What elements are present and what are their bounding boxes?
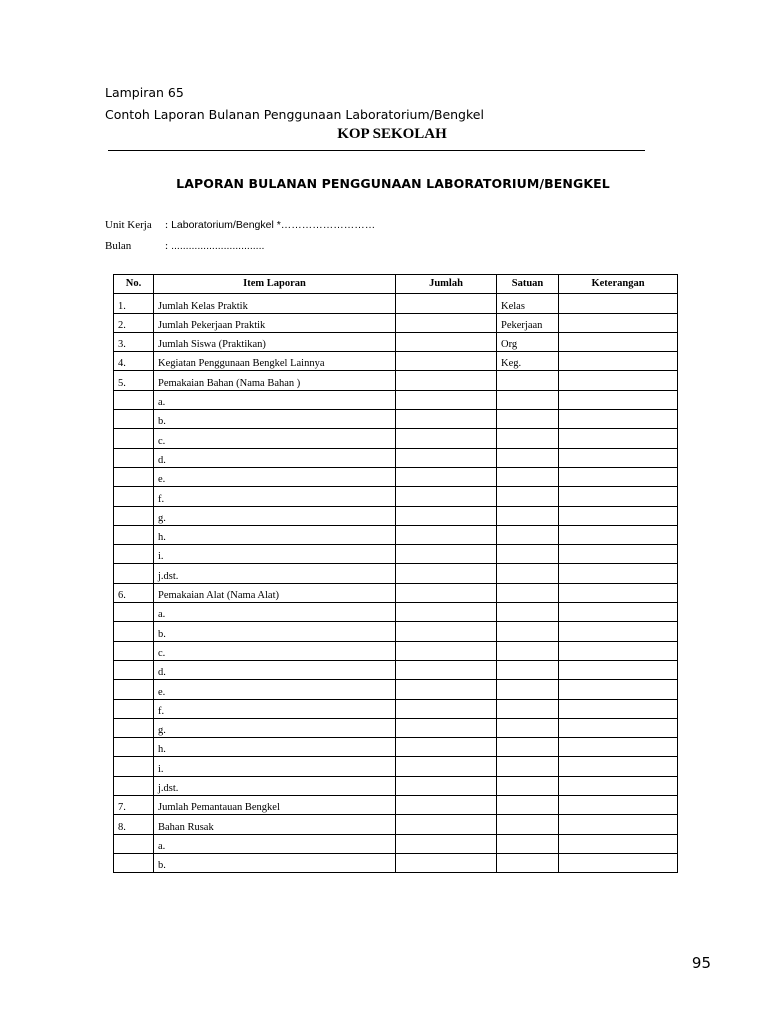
keterangan-cell bbox=[559, 390, 678, 409]
table-row bbox=[114, 410, 678, 429]
item-cell: h. bbox=[154, 525, 396, 544]
row-number-cell bbox=[114, 603, 154, 622]
row-number-cell bbox=[114, 448, 154, 467]
item-cell: d. bbox=[154, 448, 396, 467]
jumlah-cell bbox=[396, 641, 497, 660]
row-number-cell bbox=[114, 410, 154, 429]
row-number-cell bbox=[114, 429, 154, 448]
item-cell: e. bbox=[154, 680, 396, 699]
jumlah-cell bbox=[396, 660, 497, 679]
keterangan-cell bbox=[559, 487, 678, 506]
jumlah-cell bbox=[396, 352, 497, 371]
row-number-cell: 2. bbox=[114, 313, 154, 332]
jumlah-cell bbox=[396, 622, 497, 641]
jumlah-cell bbox=[396, 545, 497, 564]
jumlah-cell bbox=[396, 738, 497, 757]
satuan-cell bbox=[497, 834, 559, 853]
report-table bbox=[113, 274, 678, 873]
keterangan-cell bbox=[559, 564, 678, 583]
keterangan-cell bbox=[559, 583, 678, 602]
row-number-cell: 8. bbox=[114, 815, 154, 834]
satuan-cell bbox=[497, 660, 559, 679]
bulan-value: ................................ bbox=[171, 240, 265, 252]
jumlah-cell bbox=[396, 410, 497, 429]
table-row bbox=[114, 545, 678, 564]
keterangan-cell bbox=[559, 680, 678, 699]
jumlah-cell bbox=[396, 776, 497, 795]
row-number-cell: 4. bbox=[114, 352, 154, 371]
item-cell: i. bbox=[154, 545, 396, 564]
jumlah-cell bbox=[396, 796, 497, 815]
table-row bbox=[114, 294, 678, 313]
keterangan-cell bbox=[559, 371, 678, 390]
table-row bbox=[114, 757, 678, 776]
keterangan-cell bbox=[559, 757, 678, 776]
jumlah-cell bbox=[396, 564, 497, 583]
satuan-cell bbox=[497, 429, 559, 448]
bulan-separator: : bbox=[165, 240, 169, 252]
bulan-label: Bulan bbox=[105, 240, 132, 252]
satuan-cell bbox=[497, 448, 559, 467]
jumlah-cell bbox=[396, 487, 497, 506]
row-number-cell: 6. bbox=[114, 583, 154, 602]
column-header-keterangan: Keterangan bbox=[559, 275, 678, 294]
jumlah-cell bbox=[396, 294, 497, 313]
row-number-cell: 3. bbox=[114, 332, 154, 351]
satuan-cell bbox=[497, 467, 559, 486]
item-cell: f. bbox=[154, 487, 396, 506]
table-row bbox=[114, 525, 678, 544]
satuan-cell: Pekerjaan bbox=[497, 313, 559, 332]
keterangan-cell bbox=[559, 506, 678, 525]
column-header-no: No. bbox=[114, 275, 154, 294]
row-number-cell bbox=[114, 487, 154, 506]
item-cell: a. bbox=[154, 390, 396, 409]
table-row bbox=[114, 699, 678, 718]
keterangan-cell bbox=[559, 834, 678, 853]
item-cell: g. bbox=[154, 718, 396, 737]
row-number-cell: 5. bbox=[114, 371, 154, 390]
table-header-row bbox=[114, 275, 678, 294]
row-number-cell bbox=[114, 506, 154, 525]
report-title: LAPORAN BULANAN PENGGUNAAN LABORATORIUM/BENGKEL bbox=[176, 176, 610, 191]
row-number-cell bbox=[114, 738, 154, 757]
item-cell: Jumlah Pemantauan Bengkel bbox=[154, 796, 396, 815]
keterangan-cell bbox=[559, 641, 678, 660]
keterangan-cell bbox=[559, 603, 678, 622]
keterangan-cell bbox=[559, 776, 678, 795]
item-cell: Jumlah Siswa (Praktikan) bbox=[154, 332, 396, 351]
table-row bbox=[114, 796, 678, 815]
table-row bbox=[114, 332, 678, 351]
unit-kerja-value: Laboratorium/Bengkel *……………………… bbox=[171, 219, 376, 231]
jumlah-cell bbox=[396, 583, 497, 602]
satuan-cell bbox=[497, 583, 559, 602]
satuan-cell bbox=[497, 853, 559, 872]
satuan-cell bbox=[497, 718, 559, 737]
satuan-cell bbox=[497, 410, 559, 429]
column-header-satuan: Satuan bbox=[497, 275, 559, 294]
bulan-field bbox=[105, 240, 264, 252]
table-row bbox=[114, 660, 678, 679]
jumlah-cell bbox=[396, 467, 497, 486]
jumlah-cell bbox=[396, 699, 497, 718]
item-cell: a. bbox=[154, 834, 396, 853]
jumlah-cell bbox=[396, 332, 497, 351]
table-row bbox=[114, 390, 678, 409]
item-cell: e. bbox=[154, 467, 396, 486]
row-number-cell bbox=[114, 564, 154, 583]
jumlah-cell bbox=[396, 834, 497, 853]
satuan-cell bbox=[497, 815, 559, 834]
keterangan-cell bbox=[559, 660, 678, 679]
table-row bbox=[114, 487, 678, 506]
table-row bbox=[114, 583, 678, 602]
table-row bbox=[114, 313, 678, 332]
jumlah-cell bbox=[396, 815, 497, 834]
jumlah-cell bbox=[396, 429, 497, 448]
table-row bbox=[114, 564, 678, 583]
satuan-cell bbox=[497, 564, 559, 583]
satuan-cell bbox=[497, 371, 559, 390]
keterangan-cell bbox=[559, 294, 678, 313]
jumlah-cell bbox=[396, 603, 497, 622]
satuan-cell bbox=[497, 487, 559, 506]
jumlah-cell bbox=[396, 718, 497, 737]
jumlah-cell bbox=[396, 371, 497, 390]
keterangan-cell bbox=[559, 313, 678, 332]
row-number-cell bbox=[114, 467, 154, 486]
jumlah-cell bbox=[396, 448, 497, 467]
table-row bbox=[114, 603, 678, 622]
row-number-cell bbox=[114, 660, 154, 679]
table-row bbox=[114, 776, 678, 795]
satuan-cell bbox=[497, 545, 559, 564]
keterangan-cell bbox=[559, 352, 678, 371]
row-number-cell bbox=[114, 622, 154, 641]
item-cell: Pemakaian Alat (Nama Alat) bbox=[154, 583, 396, 602]
satuan-cell: Kelas bbox=[497, 294, 559, 313]
satuan-cell bbox=[497, 525, 559, 544]
jumlah-cell bbox=[396, 757, 497, 776]
item-cell: h. bbox=[154, 738, 396, 757]
column-header-item: Item Laporan bbox=[154, 275, 396, 294]
jumlah-cell bbox=[396, 313, 497, 332]
page-number: 95 bbox=[691, 954, 711, 972]
row-number-cell bbox=[114, 641, 154, 660]
item-cell: c. bbox=[154, 429, 396, 448]
item-cell: Jumlah Pekerjaan Praktik bbox=[154, 313, 396, 332]
row-number-cell bbox=[114, 390, 154, 409]
satuan-cell bbox=[497, 603, 559, 622]
unit-kerja-separator: : bbox=[165, 219, 169, 231]
item-cell: b. bbox=[154, 622, 396, 641]
item-cell: Kegiatan Penggunaan Bengkel Lainnya bbox=[154, 352, 396, 371]
row-number-cell bbox=[114, 834, 154, 853]
satuan-cell: Org bbox=[497, 332, 559, 351]
keterangan-cell bbox=[559, 699, 678, 718]
keterangan-cell bbox=[559, 738, 678, 757]
table-row bbox=[114, 352, 678, 371]
row-number-cell: 1. bbox=[114, 294, 154, 313]
keterangan-cell bbox=[559, 815, 678, 834]
item-cell: c. bbox=[154, 641, 396, 660]
satuan-cell bbox=[497, 641, 559, 660]
table-row bbox=[114, 718, 678, 737]
satuan-cell bbox=[497, 796, 559, 815]
table-row bbox=[114, 815, 678, 834]
item-cell: f. bbox=[154, 699, 396, 718]
item-cell: a. bbox=[154, 603, 396, 622]
row-number-cell bbox=[114, 699, 154, 718]
document-subtitle: Contoh Laporan Bulanan Penggunaan Laboratorium/Bengkel bbox=[105, 107, 484, 122]
column-header-jumlah: Jumlah bbox=[396, 275, 497, 294]
table-row bbox=[114, 834, 678, 853]
satuan-cell bbox=[497, 622, 559, 641]
satuan-cell bbox=[497, 776, 559, 795]
table-row bbox=[114, 680, 678, 699]
item-cell: g. bbox=[154, 506, 396, 525]
unit-kerja-field bbox=[105, 219, 375, 231]
unit-kerja-label: Unit Kerja bbox=[105, 219, 152, 231]
keterangan-cell bbox=[559, 332, 678, 351]
attachment-label: Lampiran 65 bbox=[105, 85, 184, 100]
satuan-cell bbox=[497, 738, 559, 757]
satuan-cell bbox=[497, 680, 559, 699]
table-row bbox=[114, 738, 678, 757]
item-cell: b. bbox=[154, 410, 396, 429]
jumlah-cell bbox=[396, 680, 497, 699]
item-cell: j.dst. bbox=[154, 776, 396, 795]
row-number-cell bbox=[114, 776, 154, 795]
keterangan-cell bbox=[559, 525, 678, 544]
jumlah-cell bbox=[396, 390, 497, 409]
item-cell: Jumlah Kelas Praktik bbox=[154, 294, 396, 313]
row-number-cell bbox=[114, 525, 154, 544]
letterhead-divider bbox=[108, 150, 645, 151]
item-cell: Pemakaian Bahan (Nama Bahan ) bbox=[154, 371, 396, 390]
item-cell: d. bbox=[154, 660, 396, 679]
row-number-cell bbox=[114, 718, 154, 737]
satuan-cell bbox=[497, 699, 559, 718]
table-row bbox=[114, 622, 678, 641]
jumlah-cell bbox=[396, 525, 497, 544]
item-cell: i. bbox=[154, 757, 396, 776]
table-row bbox=[114, 853, 678, 872]
jumlah-cell bbox=[396, 506, 497, 525]
satuan-cell bbox=[497, 390, 559, 409]
row-number-cell bbox=[114, 545, 154, 564]
table-row bbox=[114, 429, 678, 448]
satuan-cell bbox=[497, 506, 559, 525]
keterangan-cell bbox=[559, 622, 678, 641]
satuan-cell bbox=[497, 757, 559, 776]
keterangan-cell bbox=[559, 796, 678, 815]
table-row bbox=[114, 448, 678, 467]
item-cell: b. bbox=[154, 853, 396, 872]
keterangan-cell bbox=[559, 429, 678, 448]
table-row bbox=[114, 506, 678, 525]
keterangan-cell bbox=[559, 545, 678, 564]
school-letterhead: KOP SEKOLAH bbox=[337, 126, 447, 142]
table-row bbox=[114, 641, 678, 660]
row-number-cell bbox=[114, 757, 154, 776]
keterangan-cell bbox=[559, 448, 678, 467]
row-number-cell: 7. bbox=[114, 796, 154, 815]
row-number-cell bbox=[114, 680, 154, 699]
row-number-cell bbox=[114, 853, 154, 872]
item-cell: Bahan Rusak bbox=[154, 815, 396, 834]
jumlah-cell bbox=[396, 853, 497, 872]
keterangan-cell bbox=[559, 467, 678, 486]
table-row bbox=[114, 371, 678, 390]
item-cell: j.dst. bbox=[154, 564, 396, 583]
satuan-cell: Keg. bbox=[497, 352, 559, 371]
keterangan-cell bbox=[559, 410, 678, 429]
table-row bbox=[114, 467, 678, 486]
keterangan-cell bbox=[559, 718, 678, 737]
keterangan-cell bbox=[559, 853, 678, 872]
